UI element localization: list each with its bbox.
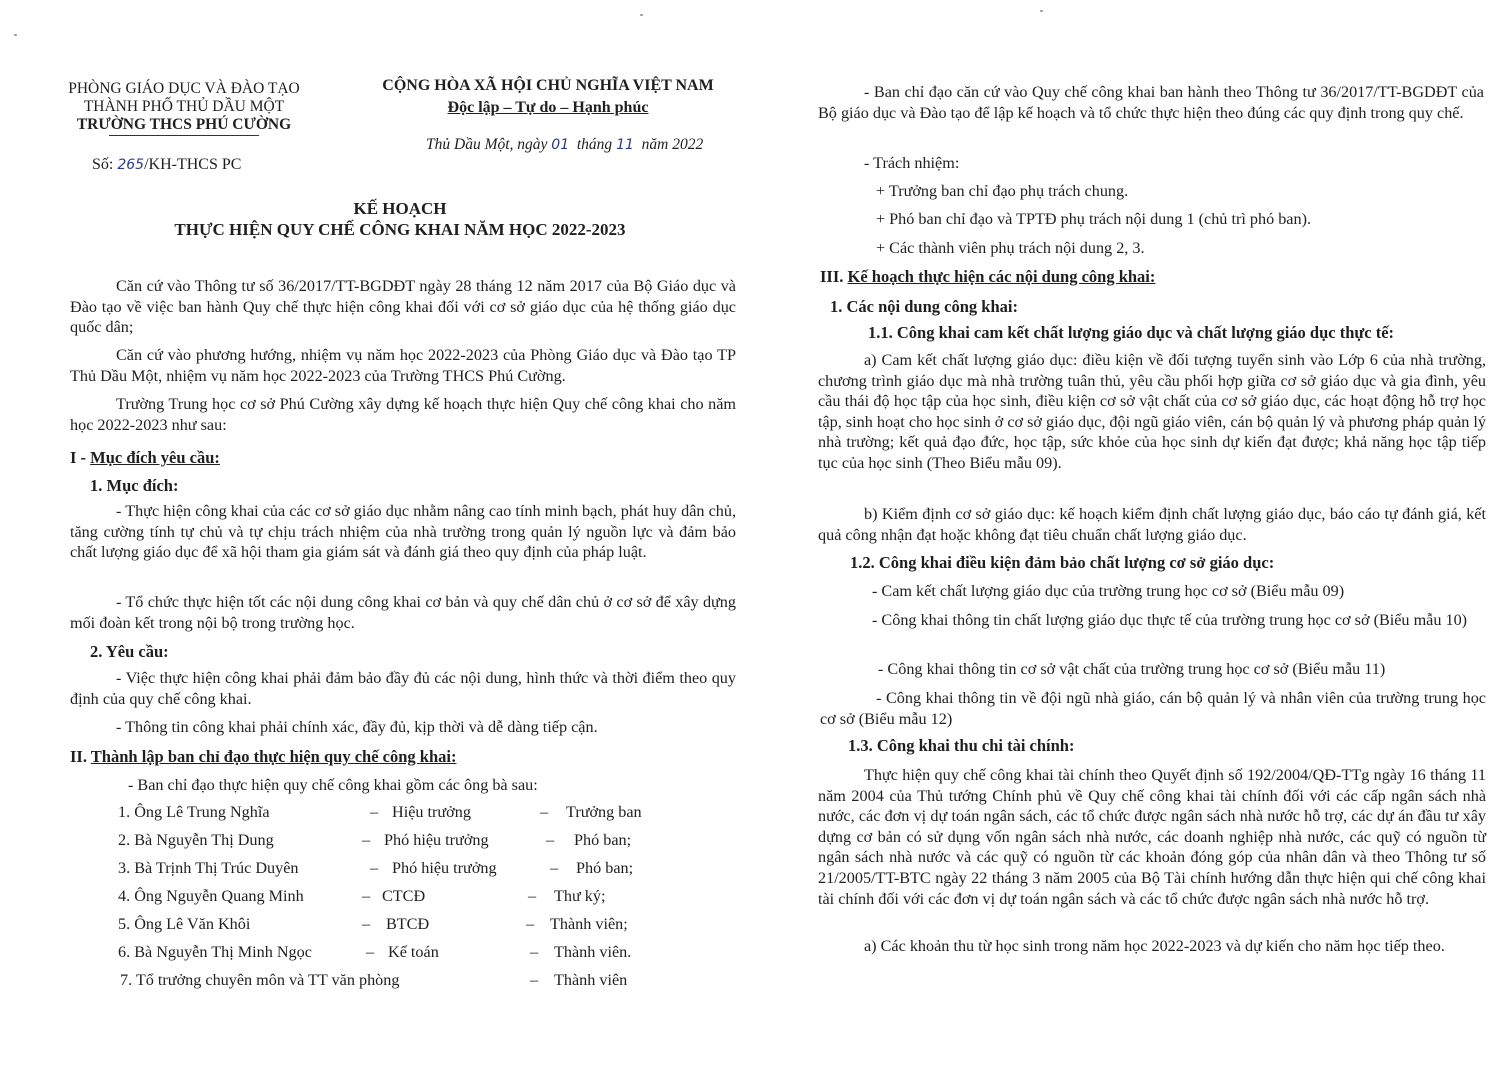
member-position: BTCĐ [386,915,430,933]
separator: – [550,859,559,877]
member-name: 2. Bà Nguyễn Thị Dung [118,831,274,849]
paragraph: - Cam kết chất lượng giáo dục của trường trung học cơ sở (Biểu mẫu 09) [872,582,1345,600]
national-header [368,75,728,119]
scan-artifact [1040,10,1043,12]
separator: – [530,943,539,961]
paragraph: - Trách nhiệm: [864,154,960,172]
paragraph: + Trưởng ban chỉ đạo phụ trách chung. [876,182,1129,200]
member-position: Phó hiệu trưởng [384,831,489,849]
member-role: Thành viên [554,971,628,989]
org-line-3: TRƯỜNG THCS PHÚ CƯỜNG [76,116,292,133]
paragraph: Thực hiện quy chế công khai tài chính theo Quyết định số 192/2004/QĐ-TTg ngày 16 tháng 11 năm 2004 của Thủ tướng Chính phủ về Quy chế công khai tài chính đối với các cấp ngân sách nhà nước, các đơn vị dự toán ngân sách, các tổ chức được ngân sách nhà nước hỗ trợ, các dự án đầu tư xây dựng cơ bản có sử dụng vốn ngân sách nhà nước, các doanh nghiệp nhà nước, các quỹ có nguồn từ ngân sách nhà nước và các quỹ có nguồn từ các khoản đóng góp của nhân dân và theo Thông tư số 21/2005/TT-BTC ngày 22 tháng 3 năm 2005 của Bộ Tài chính hướng dẫn thực hiện qui chế công khai tài chính đối với các đơn vị dự toán ngân sách và các tổ chức được ngân sách nhà nước hỗ trợ. [818,766,1486,908]
member-name: 1. Ông Lê Trung Nghĩa [118,803,270,821]
member-name: 6. Bà Nguyễn Thị Minh Ngọc [118,943,312,961]
motto: Độc lập – Tự do – Hạnh phúc [447,99,649,116]
subsection-heading: 2. Yêu cầu: [90,642,169,661]
section-heading: III. Kế hoạch thực hiện các nội dung công khai: [820,267,1156,286]
member-position: Phó hiệu trưởng [392,859,497,877]
paragraph: b) Kiểm định cơ sở giáo dục: kế hoạch kiểm định chất lượng giáo dục, báo cáo tự đánh giá, kết quả công nhận đạt hoặc không đạt tiêu chuẩn chất lượng giáo dục. [818,505,1486,544]
subsection-heading: 1.1. Công khai cam kết chất lượng giáo dục và chất lượng giáo dục thực tế: [868,323,1395,342]
member-position: Hiệu trưởng [392,803,471,821]
member-role: Thành viên; [550,915,628,933]
issue-date: Thủ Dầu Một, ngày 01 tháng 11 năm 2022 [426,136,704,153]
scan-artifact [640,14,643,16]
separator: – [528,887,537,905]
paragraph: - Công khai thông tin về đội ngũ nhà giáo, cán bộ quản lý và nhân viên của trường trung học cơ sở (Biểu mẫu 12) [820,689,1486,728]
paragraph: - Công khai thông tin chất lượng giáo dục thực tế của trường trung học cơ sở (Biểu mẫu 10) [872,611,1468,629]
org-line-1: PHÒNG GIÁO DỤC VÀ ĐÀO TẠO [68,80,300,97]
member-role: Phó ban; [574,831,632,849]
date-day: 01 [551,137,570,153]
paragraph: Trường Trung học cơ sở Phú Cường xây dựng kế hoạch thực hiện Quy chế công khai cho năm học 2022-2023 như sau: [70,395,736,434]
member-name: 4. Ông Nguyễn Quang Minh [118,887,304,905]
member-role: Trưởng ban [566,803,642,821]
member-position: Kế toán [388,943,439,961]
paragraph: - Thông tin công khai phải chính xác, đầy đủ, kịp thời và dễ dàng tiếp cận. [116,718,598,736]
nation-name: CỘNG HÒA XÃ HỘI CHỦ NGHĨA VIỆT NAM [382,77,714,94]
paragraph: - Ban chỉ đạo thực hiện quy chế công khai gồm các ông bà sau: [128,776,538,794]
paragraph: - Tổ chức thực hiện tốt các nội dung công khai cơ bản và quy chế dân chủ ở cơ sở để xây dựng mối đoàn kết trong nội bộ trong trường học. [70,593,736,632]
paragraph: - Ban chỉ đạo căn cứ vào Quy chế công khai ban hành theo Thông tư 36/2017/TT-BGDĐT của Bộ giáo dục và Đào tạo để lập kế hoạch và tổ chức thực hiện theo đúng các quy định trong quy chế. [818,83,1484,122]
paragraph: a) Cam kết chất lượng giáo dục: điều kiện về đối tượng tuyển sinh vào Lớp 6 của nhà trường, chương trình giáo dục mà nhà trường tuân thủ, yêu cầu phối hợp giữa cơ sở giáo dục và gia đình, yêu cầu thái độ học tập của học sinh, điều kiện cơ sở vật chất của cơ sở giáo dục, các hoạt động hỗ trợ học tập, sinh hoạt cho học sinh ở cơ sở giáo dục, đội ngũ giáo viên, cán bộ quản lý và phương pháp quản lý nhà trường; kết quả đạo đức, học tập, sức khỏe của học sinh dự kiến đạt được; khả năng học tập tiếp tục của học sinh (Theo Biểu mẫu 09). [818,351,1486,472]
section-heading: II. Thành lập ban chỉ đạo thực hiện quy chế công khai: [70,747,457,766]
subsection-heading: 1. Mục đích: [90,476,179,495]
scan-artifact [14,34,17,36]
member-name: 7. Tổ trưởng chuyên môn và TT văn phòng [120,971,400,989]
separator: – [362,915,371,933]
member-name: 5. Ông Lê Văn Khôi [118,915,251,933]
subsection-heading: 1. Các nội dung công khai: [830,297,1018,316]
org-line-2: THÀNH PHỐ THỦ DẦU MỘT [83,98,285,115]
issuing-organization [66,80,302,136]
section-heading: I - Mục đích yêu cầu: [70,448,220,467]
document-subtitle: THỰC HIỆN QUY CHẾ CÔNG KHAI NĂM HỌC 2022-2023 [174,220,626,239]
org-underline [109,135,259,136]
paragraph: + Các thành viên phụ trách nội dung 2, 3. [876,239,1145,257]
member-role: Thành viên. [554,943,632,961]
subsection-heading: 1.3. Công khai thu chi tài chính: [848,736,1075,755]
member-position: CTCĐ [382,887,426,905]
member-role: Phó ban; [576,859,634,877]
separator: – [366,943,375,961]
paragraph: + Phó ban chỉ đạo và TPTĐ phụ trách nội dung 1 (chủ trì phó ban). [876,210,1312,228]
subsection-heading: 1.2. Công khai điều kiện đảm bảo chất lượng cơ sở giáo dục: [850,553,1275,572]
date-month: 11 [616,137,634,153]
separator: – [530,971,539,989]
separator: – [526,915,535,933]
paragraph: Căn cứ vào phương hướng, nhiệm vụ năm học 2022-2023 của Phòng Giáo dục và Đào tạo TP Thủ Dầu Một, nhiệm vụ năm học 2022-2023 của Trường THCS Phú Cường. [70,346,736,385]
separator: – [370,803,379,821]
document-title: KẾ HOẠCH [353,199,447,218]
separator: – [362,831,371,849]
paragraph: - Việc thực hiện công khai phải đảm bảo đầy đủ các nội dung, hình thức và thời điểm theo quy định của quy chế công khai. [70,669,736,708]
right-page [750,0,1500,1070]
separator: – [540,803,549,821]
document-number-value: 265 [117,157,145,173]
paragraph: Căn cứ vào Thông tư số 36/2017/TT-BGDĐT ngày 28 tháng 12 năm 2017 của Bộ Giáo dục và Đào tạo về việc ban hành Quy chế thực hiện công khai đối với cơ sở giáo dục của hệ thống giáo dục quốc dân; [70,277,736,337]
member-name: 3. Bà Trịnh Thị Trúc Duyên [118,859,299,877]
paragraph: - Công khai thông tin cơ sở vật chất của trường trung học cơ sở (Biểu mẫu 11) [878,660,1386,678]
separator: – [370,859,379,877]
member-role: Thư ký; [554,887,606,905]
paragraph: a) Các khoản thu từ học sinh trong năm học 2022-2023 và dự kiến cho năm học tiếp theo. [864,937,1445,955]
paragraph: - Thực hiện công khai của các cơ sở giáo dục nhằm nâng cao tính minh bạch, phát huy dân chủ, tăng cường tính tự chủ và tự chịu trách nhiệm của nhà trường trong quản lý nguồn lực và đảm bảo chất lượng giáo dục để xã hội tham gia giám sát và đánh giá theo quy định của pháp luật. [70,502,736,562]
document-number: Số: 265/KH-THCS PC [92,156,242,173]
separator: – [362,887,371,905]
separator: – [546,831,555,849]
